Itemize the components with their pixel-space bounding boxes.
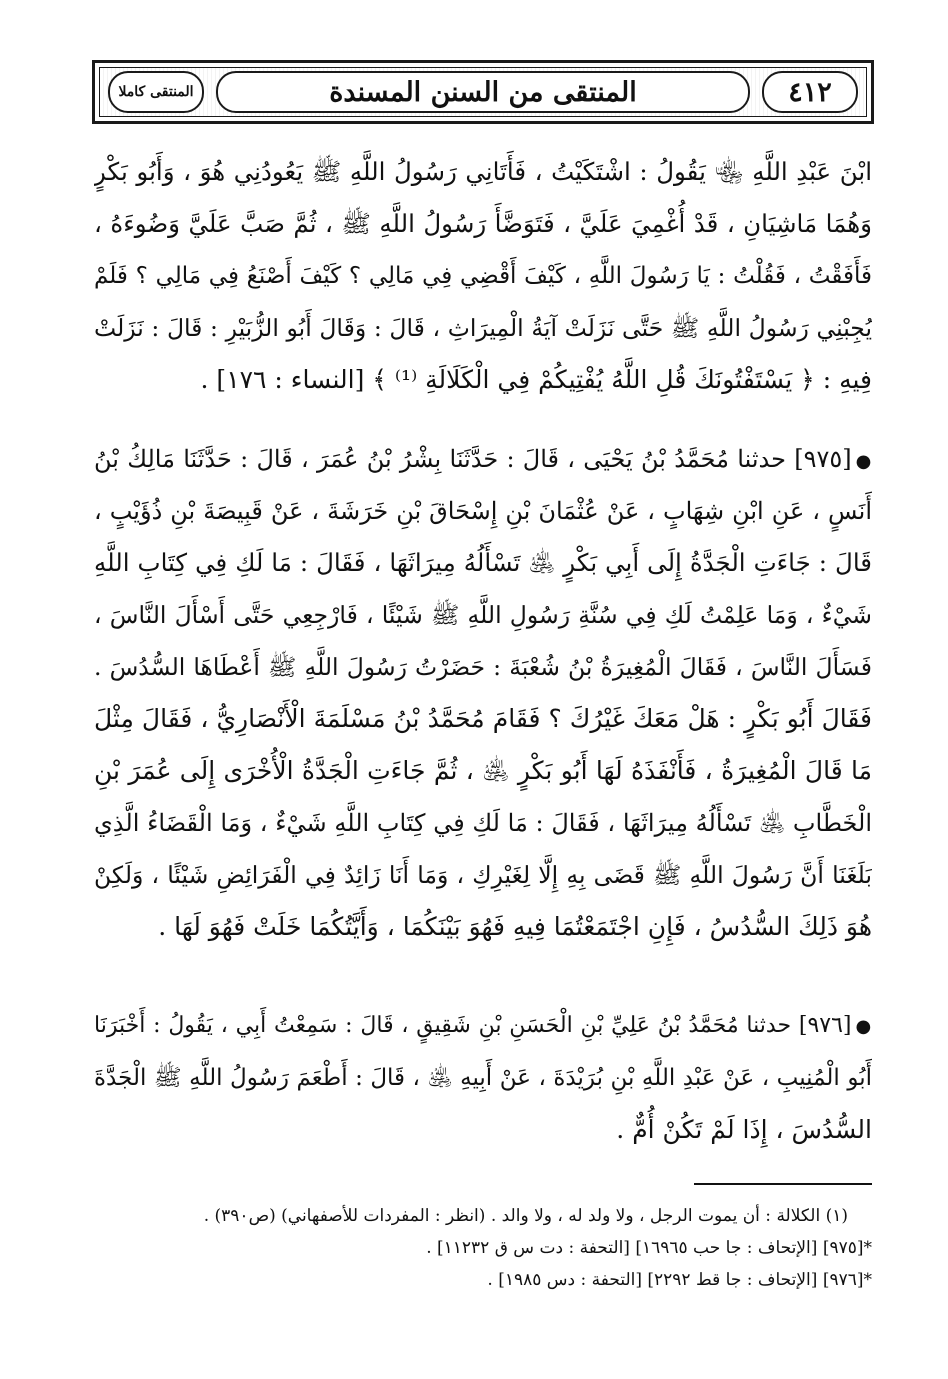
text-line: يُجِبْنِي رَسُولُ اللَّهِ ﷺ حَتَّى نَزَلَتْ آيَةُ الْمِيرَاثِ ، قَالَ : وَقَالَ أَبُو الزُّبَيْرِ : قَالَ : نَزَلَتْ xyxy=(94,314,872,342)
text-line: شَيْءٌ ، وَمَا عَلِمْتُ لَكِ فِي سُنَّةِ رَسُولِ اللَّهِ ﷺ شَيْئًا ، فَارْجِعِي حَتَّى أَسْأَلَ النَّاسَ ، xyxy=(94,601,872,629)
hadith-976 xyxy=(94,1000,872,1156)
footnote: (١) الكلالة : أن يموت الرجل ، ولا ولد له ، ولا والد . (انظر : المفردات للأصفهاني) (ص٣٩٠) . xyxy=(203,1206,848,1226)
paragraph-continuation xyxy=(94,146,872,406)
hadith-opening: [٩٧٥] حدثنا مُحَمَّدُ بْنُ يَحْيَى ، قَالَ : حَدَّثَنَا بِشْرُ بْنُ عُمَرَ ، قَالَ : حَدَّثَنَا مَالِكُ بْنُ xyxy=(94,445,852,473)
book-title: المنتقى من السنن المسندة xyxy=(329,76,637,108)
page-number: ٤١٢ xyxy=(788,76,832,108)
hadith-opening: [٩٧٦] حدثنا مُحَمَّدُ بْنُ عَلِيِّ بْنِ الْحَسَنِ بْنِ شَقِيقٍ ، قَالَ : سَمِعْتُ أَبِي ، يَقُولُ : أَخْبَرَنَا xyxy=(94,1013,852,1038)
text-line: هُوَ ذَلِكَ السُّدُسُ ، فَإِنِ اجْتَمَعْتُمَا فِيهِ فَهُوَ بَيْنَكُمَا ، وَأَيَّتُكُمَا خَلَتْ فَهُوَ لَهَا . xyxy=(158,912,872,941)
text-line: بَلَغَنَا أَنَّ رَسُولَ اللَّهِ ﷺ قَضَى بِهِ إِلَّا لِغَيْرِكِ ، وَمَا أَنَا زَائِدٌ فِي الْفَرَائِضِ شَيْئًا ، وَلَكِنْ xyxy=(94,861,872,889)
text-line: فِيهِ : ﴿ يَسْتَفْتُونَكَ قُلِ اللَّهُ يُفْتِيكُمْ فِي الْكَلَالَةِ ⁽¹⁾ ﴾ [النساء : ١٧٦] . xyxy=(200,365,872,394)
reference-note: *[٩٧٥] [الإتحاف : جا حب ١٦٩٦٥] [التحفة : دت س ق ١١٢٣٢] . xyxy=(426,1238,872,1258)
page-number-cartouche xyxy=(762,71,858,113)
reference-note: *[٩٧٦] [الإتحاف : جا قط ٢٢٩٢] [التحفة : دس ١٩٨٥] . xyxy=(487,1270,872,1290)
publisher-logo xyxy=(108,71,204,113)
text-line: أَبُو الْمُنِيبِ ، عَنْ عَبْدِ اللَّهِ بْنِ بُرَيْدَةَ ، عَنْ أَبِيهِ ﵁ ، قَالَ : أَطْعَمَ رَسُولُ اللَّهِ ﷺ الْجَدَّةَ xyxy=(94,1065,872,1091)
text-line: فَأَفَقْتُ ، فَقُلْتُ : يَا رَسُولَ اللَّهِ ، كَيْفَ أَقْضِي فِي مَالِي ؟ كَيْفَ أَصْنَعُ فِي مَالِي ؟ فَلَمْ xyxy=(94,263,872,289)
header-ornament xyxy=(99,67,867,117)
text-line: فَقَالَ أَبُو بَكْرٍ : هَلْ مَعَكَ غَيْرُكَ ؟ فَقَامَ مُحَمَّدُ بْنُ مَسْلَمَةَ الْأَنْصَارِيُّ ، فَقَالَ مِثْلَ xyxy=(94,704,872,733)
text-line: السُّدُسَ ، إِذَا لَمْ تَكُنْ أُمٌّ . xyxy=(616,1115,872,1144)
text-line: قَالَ : جَاءَتِ الْجَدَّةُ إِلَى أَبِي بَكْرٍ ﵁ تَسْأَلُهُ مِيرَاثَهَا ، فَقَالَ : مَا لَكِ فِي كِتَابِ اللَّهِ xyxy=(94,548,872,577)
footnotes xyxy=(94,1200,872,1296)
bullet-icon: ● xyxy=(855,1016,872,1037)
text-line: أَنَسٍ ، عَنِ ابْنِ شِهَابٍ ، عَنْ عُثْمَانَ بْنِ إِسْحَاقَ بْنِ خَرَشَةَ ، عَنْ قَبِيصَةَ بْنِ ذُؤَيْبٍ ، xyxy=(94,497,872,525)
page-header xyxy=(92,60,874,124)
footnote-divider xyxy=(694,1183,872,1185)
text-line: فَسَأَلَ النَّاسَ ، فَقَالَ الْمُغِيرَةُ بْنُ شُعْبَةَ : حَضَرْتُ رَسُولَ اللَّهِ ﷺ أَعْطَاهَا السُّدُسَ . xyxy=(94,653,872,681)
bullet-icon: ● xyxy=(855,451,872,472)
text-line xyxy=(94,1000,872,1052)
logo-text: المنتقى كاملا xyxy=(118,84,194,100)
text-line: الْخَطَّابِ ﵁ تَسْأَلُهُ مِيرَاثَهَا ، فَقَالَ : مَا لَكِ فِي كِتَابِ اللَّهِ شَيْءٌ ، وَمَا الْقَضَاءُ الَّذِي xyxy=(94,809,872,837)
hadith-975 xyxy=(94,433,872,953)
text-line: ابْنَ عَبْدِ اللَّهِ ﵄ يَقُولُ : اشْتَكَيْتُ ، فَأَتَانِي رَسُولُ اللَّهِ ﷺ يَعُودُنِي هُوَ ، وَأَبُو بَكْرٍ xyxy=(94,157,872,186)
title-cartouche xyxy=(216,71,750,113)
text-line xyxy=(94,433,872,485)
text-line: وَهُمَا مَاشِيَانِ ، قَدْ أُغْمِيَ عَلَيَّ ، فَتَوَضَّأَ رَسُولُ اللَّهِ ﷺ ، ثُمَّ صَبَّ عَلَيَّ وَضُوءَهُ ، xyxy=(94,209,872,238)
text-line: مَا قَالَ الْمُغِيرَةُ ، فَأَنْفَذَهُ لَهَا أَبُو بَكْرٍ ﵁ ، ثُمَّ جَاءَتِ الْجَدَّةُ الْأُخْرَى إِلَى عُمَرَ بْنِ xyxy=(94,756,872,785)
